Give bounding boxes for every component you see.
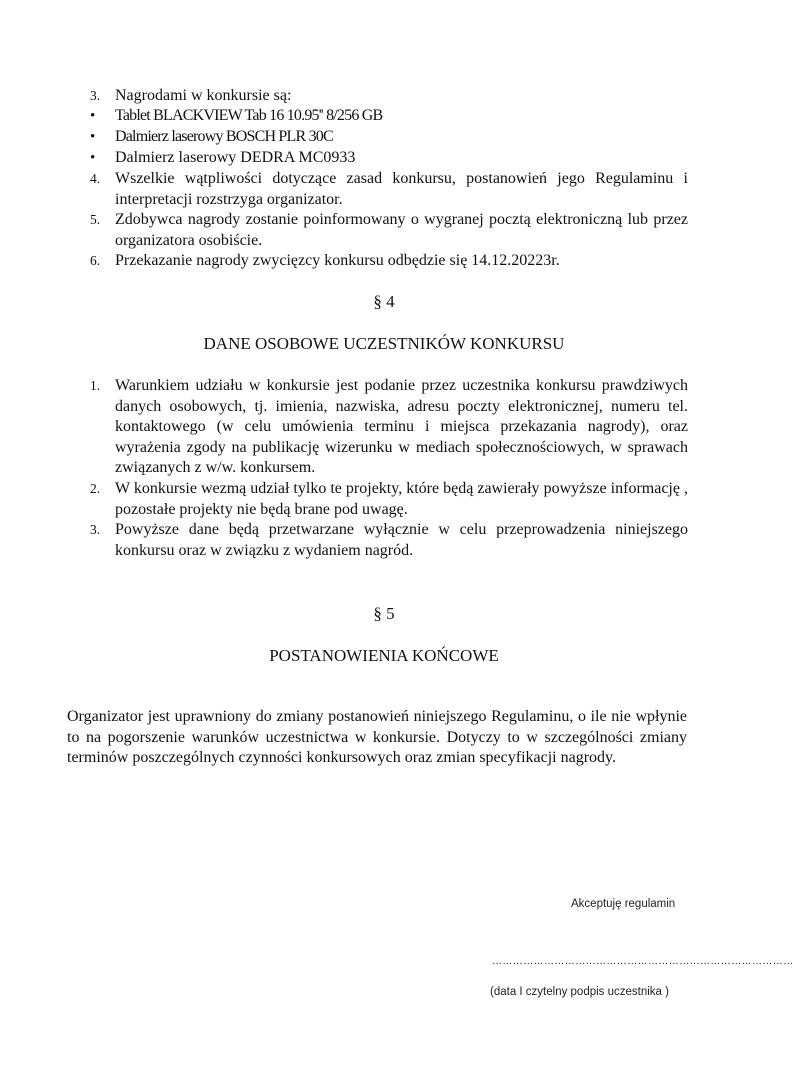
list-item <box>90 520 688 561</box>
list-item-text: W konkursie wezmą udział tylko te projekty, które będą zawierały powyższe informację , pozostałe projekty nie będą brane pod uwagę. <box>115 480 688 518</box>
list-item <box>90 479 688 520</box>
bullet-icon: • <box>90 150 96 166</box>
signature-caption: (data I czytelny podpis uczestnika ) <box>490 986 669 998</box>
list-item <box>90 376 688 479</box>
list-item-text: Warunkiem udziału w konkursie jest podanie przez uczestnika konkursu prawdziwych danych osobowych, tj. imienia, nazwiska, adresu poczty elektronicznej, numeru tel. kontaktowego (w celu umówienia terminu i miejsca przekazania nagrody), oraz wyrażenia zgody na publikację wizerunku w mediach społecznościowych, w sprawach związanych z w/w. konkursem. <box>115 377 688 476</box>
list-item-text: Zdobywca nagrody zostanie poinformowany o wygranej pocztą elektroniczną lub przez organizatora osobiście. <box>115 211 688 249</box>
bullet-item <box>90 127 688 148</box>
prize-text: Dalmierz laserowy DEDRA MC0933 <box>115 149 356 166</box>
list-item <box>90 251 688 272</box>
section-symbol: § 4 <box>373 292 395 311</box>
list-number: 3. <box>90 88 101 103</box>
list-number: 2. <box>90 481 101 496</box>
signature-line: …………………………………………………………………………… <box>492 956 794 967</box>
prize-text: Tablet BLACKVIEW Tab 16 10.95'' 8/256 GB <box>115 107 383 124</box>
list-item <box>90 210 688 251</box>
section-symbol: § 5 <box>373 604 395 623</box>
section-title: DANE OSOBOWE UCZESTNIKÓW KONKURSU <box>203 334 565 353</box>
section-title: POSTANOWIENIA KOŃCOWE <box>269 646 499 665</box>
list-number: 4. <box>90 171 101 186</box>
bullet-item <box>90 106 688 127</box>
list-item-text: Przekazanie nagrody zwycięzcy konkursu odbędzie się 14.12.20223r. <box>115 252 560 269</box>
list-item-text: Powyższe dane będą przetwarzane wyłącznie w celu przeprowadzenia niniejszego konkursu oraz w związku z wydaniem nagród. <box>115 521 688 559</box>
prize-text: Dalmierz laserowy BOSCH PLR 30C <box>115 128 333 145</box>
list-item <box>90 169 688 210</box>
bullet-item <box>90 148 688 169</box>
accept-rules-label: Akceptuję regulamin <box>571 898 676 910</box>
bullet-icon: • <box>90 129 96 145</box>
list-number: 5. <box>90 212 101 227</box>
list-item-text: Wszelkie wątpliwości dotyczące zasad konkursu, postanowień jego Regulaminu i interpretacji rozstrzyga organizator. <box>115 170 688 208</box>
bullet-icon: • <box>90 108 96 124</box>
list-item <box>90 86 688 107</box>
list-number: 3. <box>90 522 101 537</box>
list-number: 1. <box>90 378 101 393</box>
list-item-text: Nagrodami w konkursie są: <box>115 87 292 104</box>
final-provisions-paragraph: Organizator jest uprawniony do zmiany postanowień niniejszego Regulaminu, o ile nie wpłynie to na pogorszenie warunków uczestnictwa w konkursie. Dotyczy to w szczególności zmiany terminów poszczególnych czynności konkursowych oraz zmian specyfikacji nagrody. <box>67 708 687 766</box>
list-number: 6. <box>90 253 101 268</box>
